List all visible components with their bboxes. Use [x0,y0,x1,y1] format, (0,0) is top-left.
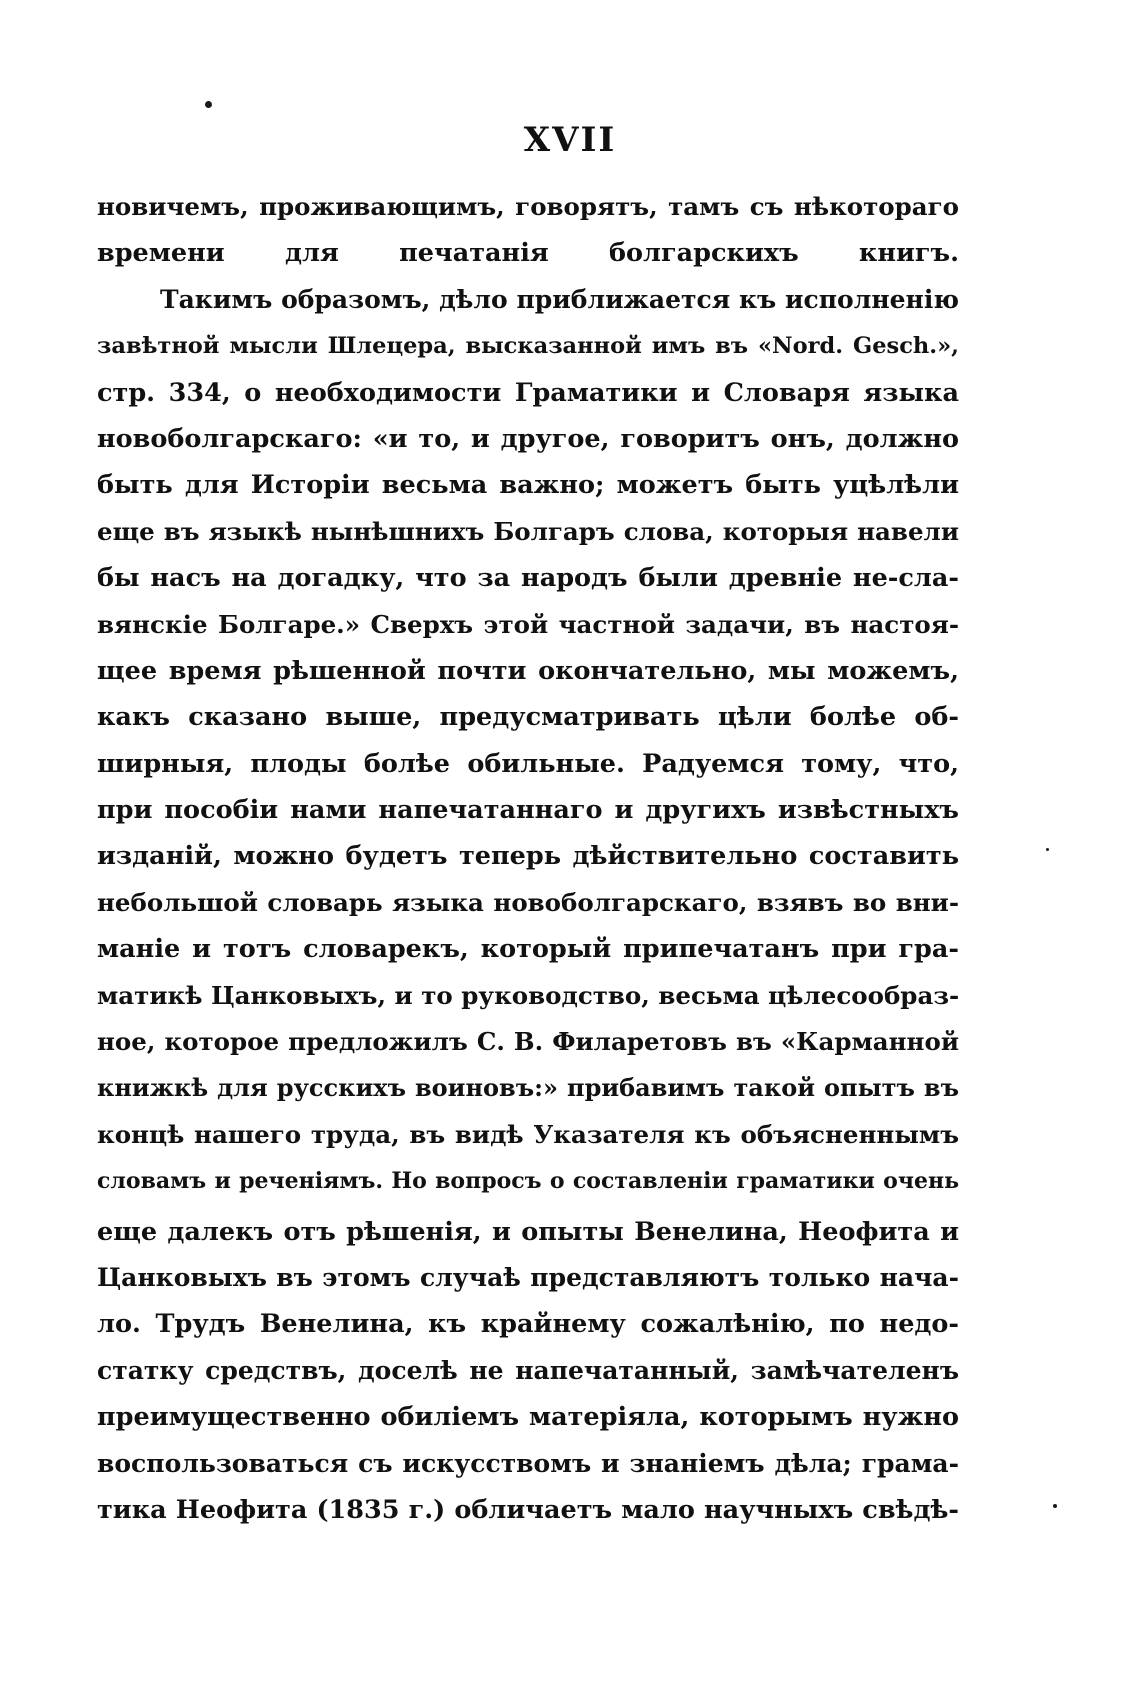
text-line: времени для печатанія болгарскихъ книгъ. [97,238,959,269]
text-line: Цанковыхъ въ этомъ случаѣ представляютъ только нача- [97,1262,959,1292]
text-line: бы насъ на догадку, что за народъ были древніе не-сла- [97,563,959,594]
text-line: новичемъ, проживающимъ, говорятъ, тамъ съ нѣкотораго [97,192,959,221]
text-line: ширныя, плоды болѣе обильные. Радуемся тому, что, [97,748,959,779]
text-line: быть для Исторіи весьма важно; можетъ быть уцѣлѣли [97,470,959,501]
ink-speck [205,101,212,108]
text-line: Такимъ образомъ, дѣло приближается къ исполненію [160,284,959,314]
text-line: словамъ и реченіямъ. Но вопросъ о составленіи граматики очень [97,1168,959,1195]
page-number: XVII [523,120,617,160]
text-line: преимущественно обиліемъ матеріяла, которымъ нужно [97,1402,959,1433]
text-line: изданій, можно будетъ теперь дѣйствительно составить [97,841,959,872]
ink-speck [1053,1504,1057,1508]
text-line: концѣ нашего труда, въ видѣ Указателя къ объясненнымъ [97,1119,959,1149]
ink-speck [1046,848,1049,851]
text-line: завѣтной мысли Шлецера, высказанной имъ въ «Nord. Gesch.», [97,333,959,360]
text-line: маніе и тотъ словарекъ, который припечатанъ при гра- [97,934,959,965]
text-line: при пособіи нами напечатаннаго и другихъ извѣстныхъ [97,795,959,826]
text-line: матикѣ Цанковыхъ, и то руководство, весьма цѣлесообраз- [97,980,959,1010]
text-line: какъ сказано выше, предусматривать цѣли болѣе об- [97,702,959,733]
text-line: статку средствъ, доселѣ не напечатанный, замѣчателенъ [97,1355,959,1385]
text-line: щее время рѣшенной почти окончательно, мы можемъ, [97,655,959,686]
text-line: стр. 334, о необходимости Граматики и Словаря языка [97,377,959,408]
text-line: ное, которое предложилъ С. В. Филаретовъ въ «Карманной [97,1027,959,1057]
text-line: новоболгарскаго: «и то, и другое, говоритъ онъ, должно [97,423,959,454]
text-line: воспользоваться съ искусствомъ и знаніемъ дѣла; грама- [97,1448,959,1478]
text-line: тика Неофита (1835 г.) обличаетъ мало научныхъ свѣдѣ- [97,1494,959,1525]
body-text [97,184,959,1533]
text-line: ло. Трудъ Венелина, къ крайнему сожалѣнію, по недо- [97,1309,959,1340]
text-line: книжкѣ для русскихъ воиновъ:» прибавимъ такой опытъ въ [97,1073,959,1103]
text-line: еще далекъ отъ рѣшенія, и опыты Венелина, Неофита и [97,1216,959,1247]
text-line: вянскіе Болгаре.» Сверхъ этой частной задачи, въ настоя- [97,609,959,639]
text-line: небольшой словарь языка новоболгарскаго, взявъ во вни- [97,887,959,917]
text-line: еще въ языкѣ нынѣшнихъ Болгаръ слова, которыя навели [97,516,959,546]
